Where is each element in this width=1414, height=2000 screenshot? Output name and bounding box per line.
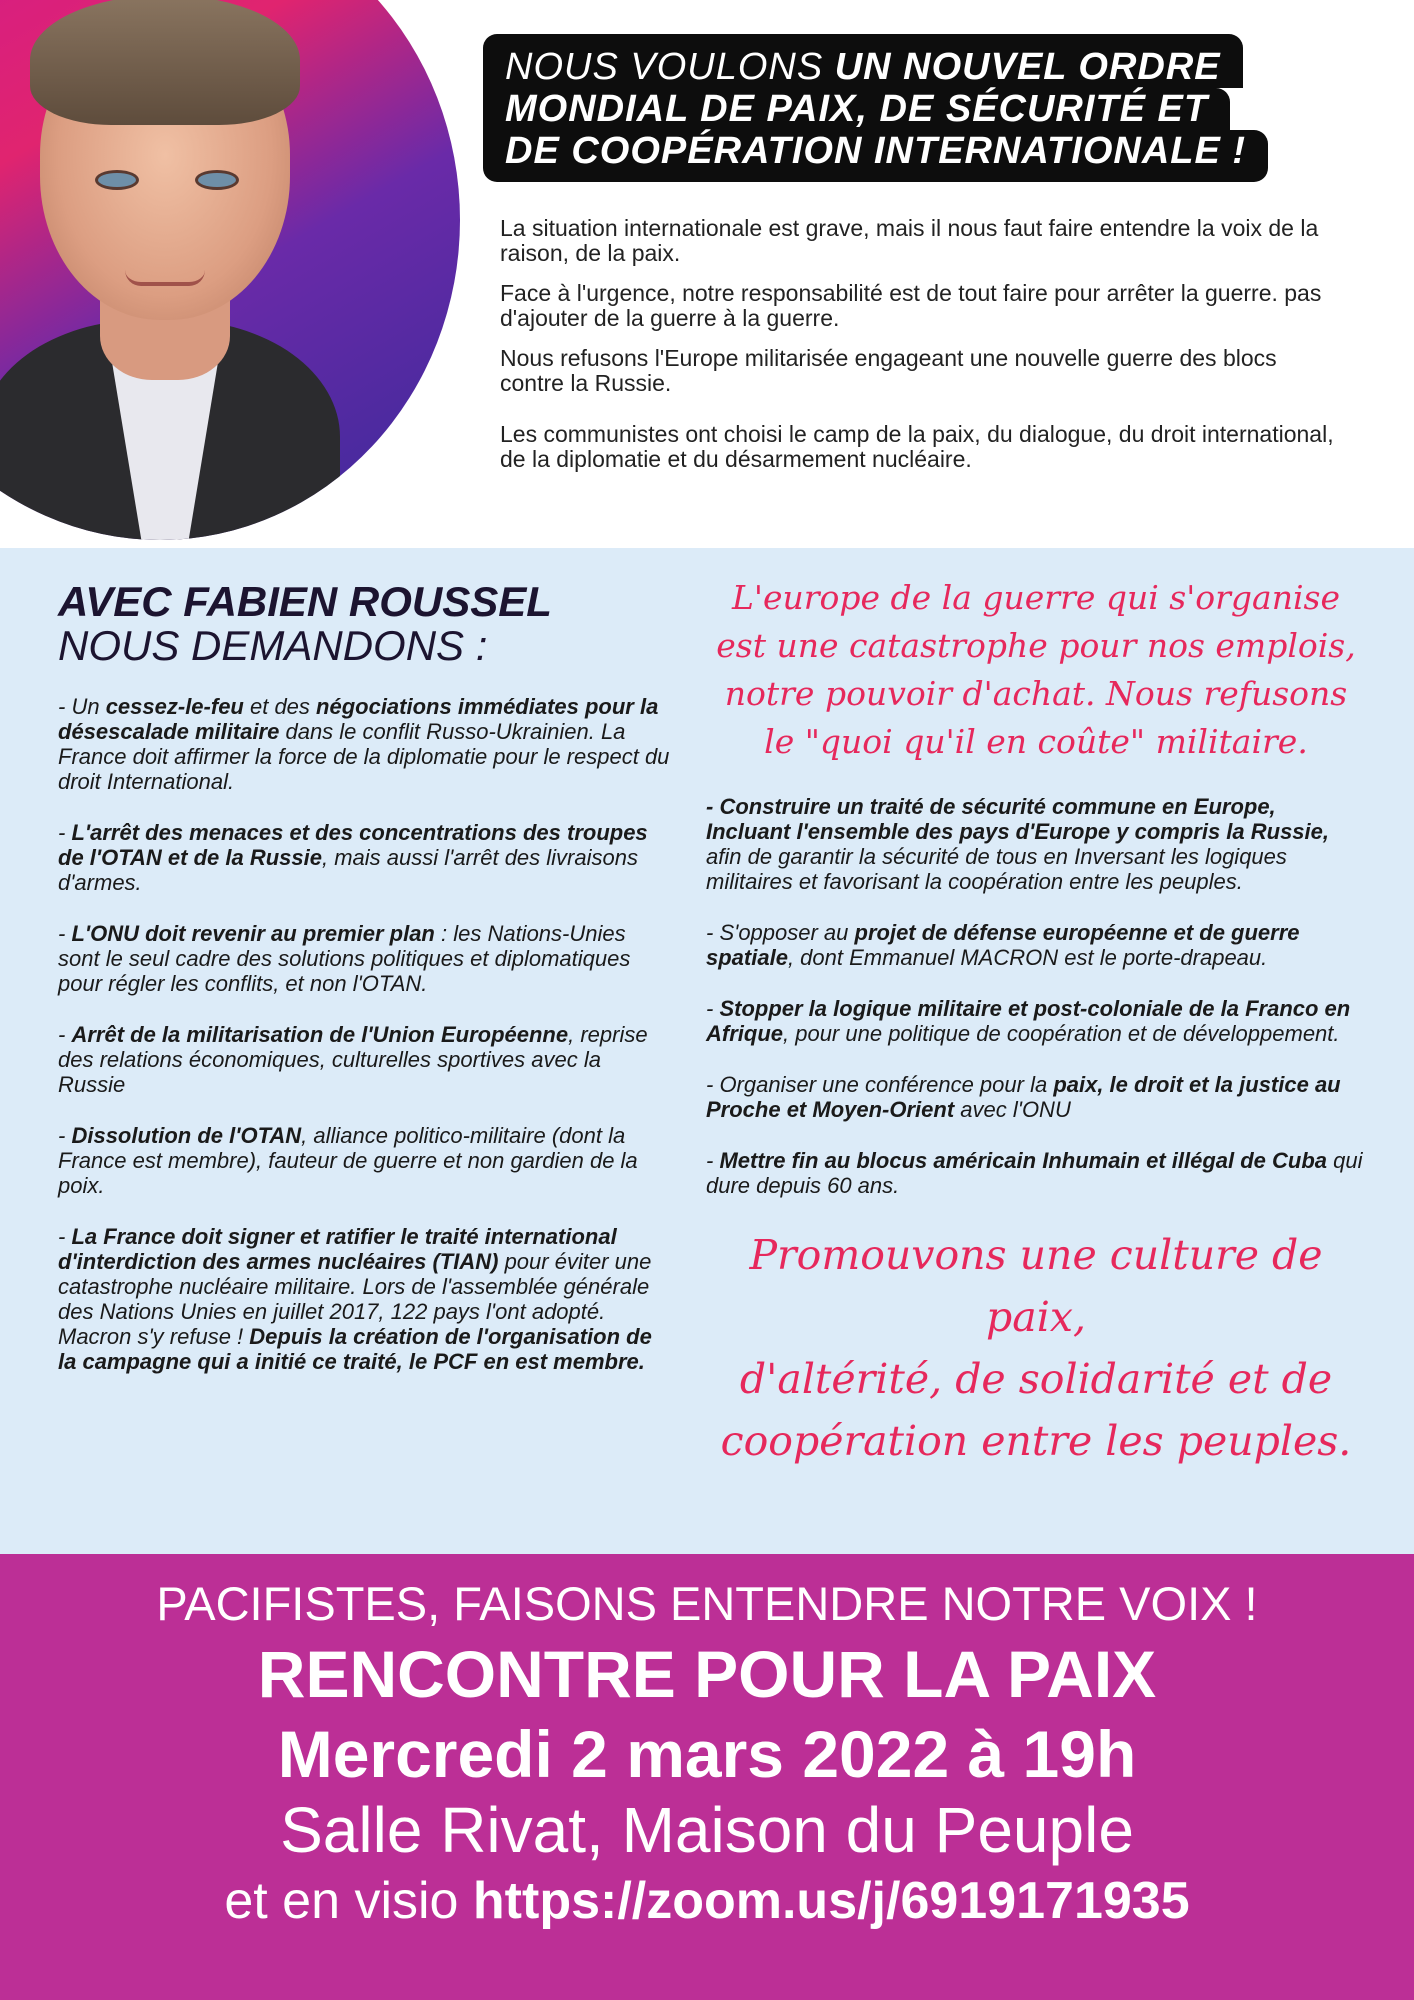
demands-title: AVEC FABIEN ROUSSEL — [58, 578, 552, 625]
demands-left-column — [58, 580, 670, 1400]
demand-item-emphasis: Depuis la création de l'organisation de la campagne qui a initié ce traité, le PCF en est membre. — [58, 1324, 652, 1374]
portrait-mouth — [125, 270, 205, 286]
demand-item-text: , alliance politico-militaire (dont la France est membre), fauteur de guerre et non gardien de la poix. — [58, 1123, 638, 1198]
demand-item-text: pour éviter une catastrophe nucléaire militaire. Lors de l'assemblée générale des Nations Unies en juillet 2017, 122 pays l'ont adopté. Macron s'y refuse ! — [58, 1249, 652, 1349]
event-visio: et en visio https://zoom.us/j/6919171935 — [224, 1872, 1190, 1930]
demands-section — [0, 548, 1414, 1554]
intro-paragraph: La situation internationale est grave, mais il nous faut faire entendre la voix de la raison, de la paix. — [500, 215, 1319, 266]
headline-line-2: MONDIAL DE PAIX, DE SÉCURITÉ ET — [483, 88, 1230, 130]
demand-item-text: - S'opposer au — [706, 920, 855, 945]
demand-item-text: - Un — [58, 694, 106, 719]
demand-item-emphasis: L'ONU doit revenir au premier plan — [71, 921, 435, 946]
demand-item-text: - — [58, 820, 72, 845]
demand-item-emphasis: paix, le droit et la justice au Proche et Moyen-Orient — [706, 1072, 1341, 1122]
demand-item — [58, 1224, 670, 1374]
event-call: PACIFISTES, FAISONS ENTENDRE NOTRE VOIX ! — [156, 1577, 1258, 1630]
demand-item — [706, 1072, 1366, 1122]
demand-item-emphasis: projet de défense européenne et de guerre spatiale — [706, 920, 1300, 970]
demand-item-emphasis: Stopper la logique militaire et post-coloniale de la Franco en Afrique — [706, 996, 1351, 1046]
demand-item-text: - — [58, 1224, 72, 1249]
demands-right-column — [706, 574, 1366, 1472]
quote-culture-of-peace — [706, 1224, 1366, 1472]
zoom-link[interactable]: https://zoom.us/j/6919171935 — [472, 1872, 1190, 1930]
demand-item-text: , dont Emmanuel MACRON est le porte-drapeau. — [787, 945, 1268, 970]
intro-paragraph: Nous refusons l'Europe militarisée engageant une nouvelle guerre des blocs contre la Russie. — [500, 345, 1277, 396]
demand-item-text: dans le conflit Russo-Ukrainien. La France doit affirmer la force de la diplomatie pour le respect du droit International. — [58, 719, 670, 794]
demand-item-text: - — [706, 1148, 720, 1173]
demand-item-text: - — [58, 1123, 72, 1148]
demand-item-emphasis: Arrêt de la militarisation de l'Union Européenne — [71, 1022, 569, 1047]
demand-item — [706, 996, 1366, 1046]
intro-paragraph: Les communistes ont choisi le camp de la paix, du dialogue, du droit international, de la diplomatie et du désarmement nucléaire. — [500, 421, 1334, 472]
portrait-hair — [30, 0, 300, 125]
demand-item-text: , reprise des relations économiques, culturelles sportives avec la Russie — [58, 1022, 648, 1097]
demand-item-emphasis: Dissolution de l'OTAN — [71, 1123, 302, 1148]
demand-item — [58, 694, 670, 794]
demand-item — [706, 1148, 1366, 1198]
demand-item-emphasis: Mettre fin au blocus américain Inhumain et illégal de Cuba — [719, 1148, 1328, 1173]
demand-item-emphasis: L'arrêt des menaces et des concentrations des troupes de l'OTAN et de la Russie — [58, 820, 648, 870]
quote-line: est une catastrophe pour nos emplois, — [716, 626, 1356, 665]
demand-item-text: afin de garantir la sécurité de tous en Inversant les logiques militaires et favorisant la coopération entre les peuples. — [706, 844, 1287, 894]
portrait-eye-right — [195, 170, 239, 190]
quote-line: d'altérité, de solidarité et de — [739, 1355, 1333, 1403]
demand-item — [58, 1022, 670, 1097]
demand-item-text: et des — [243, 694, 317, 719]
quote-line: notre pouvoir d'achat. Nous refusons — [724, 674, 1348, 713]
intro-paragraph: Face à l'urgence, notre responsabilité est de tout faire pour arrêter la guerre. pas d'ajouter de la guerre à la guerre. — [500, 280, 1322, 331]
demands-right-list — [706, 794, 1366, 1198]
quote-line: le "quoi qu'il en coûte" militaire. — [764, 722, 1308, 761]
demand-item — [58, 1123, 670, 1198]
demands-subtitle: NOUS DEMANDONS : — [58, 622, 488, 669]
demand-item — [706, 794, 1366, 894]
top-section — [0, 0, 1414, 548]
headline-line-1: NOUS VOULONS UN NOUVEL ORDRE — [483, 34, 1243, 88]
portrait-eye-left — [95, 170, 139, 190]
quote-line: coopération entre les peuples. — [720, 1417, 1352, 1465]
demand-item — [58, 820, 670, 895]
demand-item-text: - — [58, 921, 72, 946]
demands-left-list — [58, 694, 670, 1374]
event-date: Mercredi 2 mars 2022 à 19h — [277, 1717, 1137, 1791]
intro-text — [500, 216, 1340, 487]
demand-item-text: - Organiser une conférence pour la — [706, 1072, 1054, 1097]
demand-item-emphasis: La France doit signer et ratifier le traité international d'interdiction des armes nucléaires (TIAN) — [58, 1224, 617, 1274]
demand-item-emphasis: cessez-le-feu — [105, 694, 244, 719]
headline — [483, 34, 1375, 182]
headline-line-3: DE COOPÉRATION INTERNATIONALE ! — [483, 130, 1268, 182]
demand-item-text: qui dure depuis 60 ans. — [706, 1148, 1363, 1198]
quote-line: Promouvons une culture de paix, — [749, 1231, 1323, 1341]
event-title: RENCONTRE POUR LA PAIX — [257, 1637, 1157, 1711]
quote-line: L'europe de la guerre qui s'organise — [731, 578, 1341, 617]
event-location: Salle Rivat, Maison du Peuple — [280, 1794, 1134, 1866]
quote-europe-war — [706, 574, 1366, 766]
event-banner — [0, 1554, 1414, 2000]
demand-item-text: , pour une politique de coopération et de développement. — [783, 1021, 1340, 1046]
demand-item-text: avec l'ONU — [954, 1097, 1071, 1122]
demand-item-text: - — [58, 1022, 72, 1047]
demand-item-emphasis: - Construire un traité de sécurité commune en Europe, Incluant l'ensemble des pays d'Europe y compris la Russie, — [706, 794, 1330, 844]
portrait-photo — [0, 0, 460, 540]
demand-item — [58, 921, 670, 996]
demand-item-emphasis: négociations immédiates pour la désescalade militaire — [58, 694, 659, 744]
demand-item-text: - — [706, 996, 720, 1021]
demand-item-text: : les Nations-Unies sont le seul cadre des solutions politiques et diplomatiques pour régler les conflits, et non l'OTAN. — [58, 921, 631, 996]
demand-item — [706, 920, 1366, 970]
demand-item-text: , mais aussi l'arrêt des livraisons d'armes. — [58, 845, 638, 895]
